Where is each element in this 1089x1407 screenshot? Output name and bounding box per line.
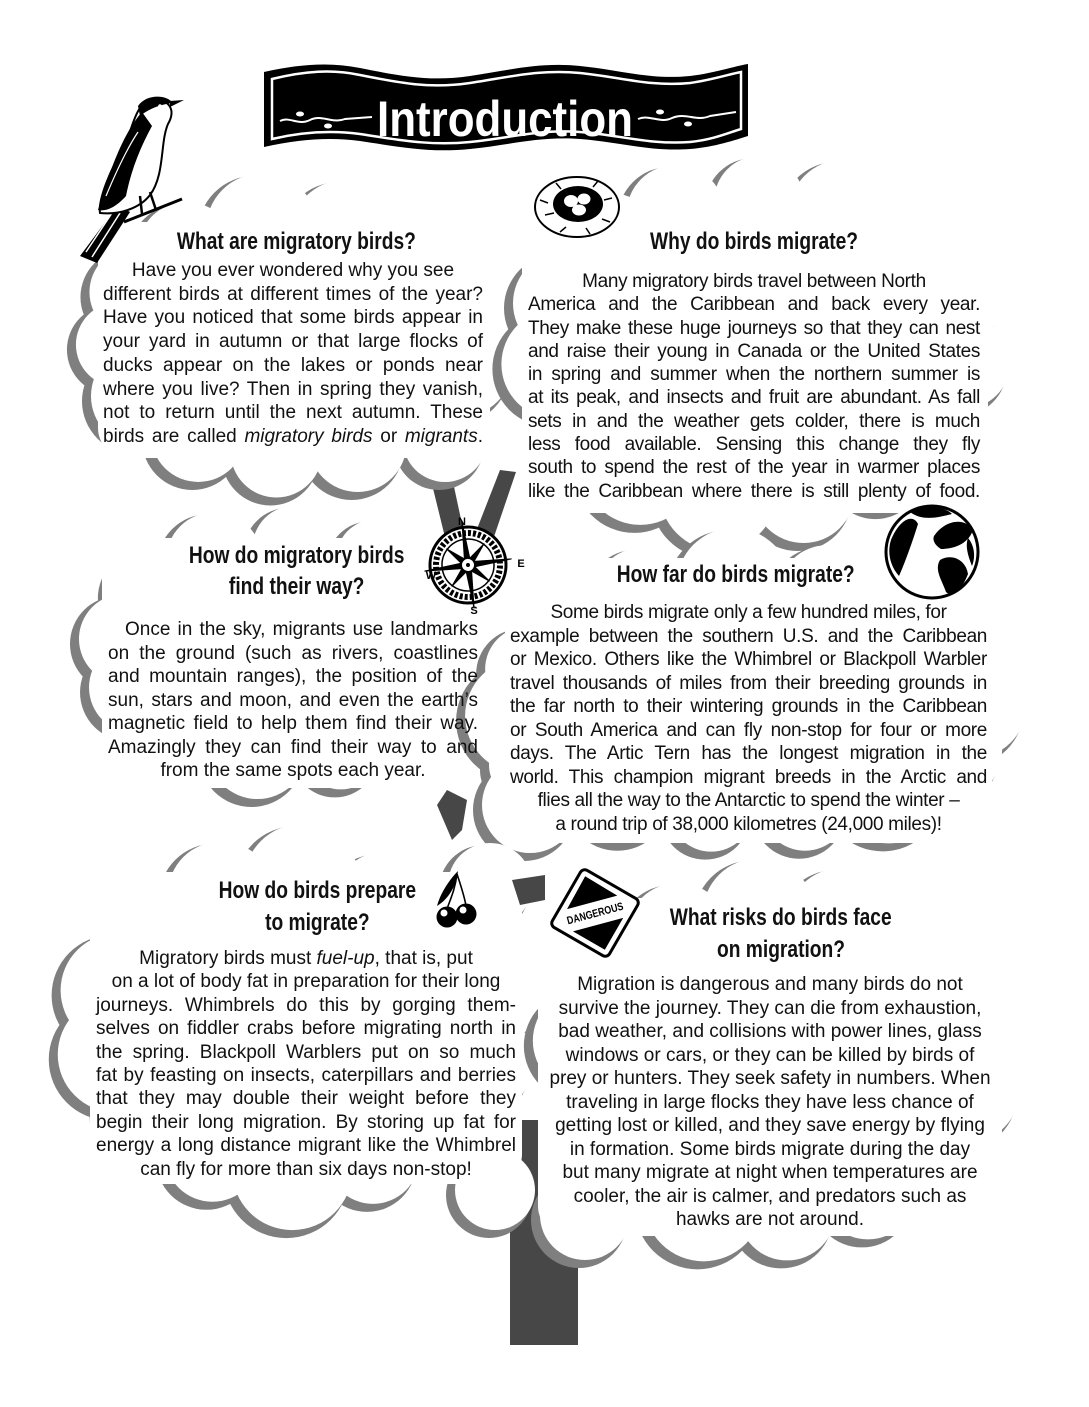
- heading-line: [117, 875, 517, 907]
- body-line: magnetic field to help them find their way.: [108, 713, 478, 734]
- body-line: energy a long distance migrant like the Whimbrel: [96, 1135, 516, 1157]
- text-run: birds are called: [103, 425, 245, 447]
- body-line: Some birds migrate only a few hundred miles, for: [550, 602, 947, 623]
- body-line: can fly for more than six days non-stop!: [140, 1158, 472, 1180]
- body-line: not to return until the next autumn. These: [103, 402, 483, 424]
- body-line: selves on fiddler crabs before migrating north in: [96, 1018, 516, 1040]
- section-body-what-are-migratory-birds: [103, 259, 483, 449]
- text-run: or: [372, 425, 405, 447]
- body-line: Amazingly they can find their way to and: [108, 736, 478, 758]
- body-line: days. The Artic Tern has the longest migration in the: [510, 743, 987, 765]
- heading-text: How far do birds migrate?: [617, 561, 855, 588]
- heading-how-far-do-birds-migrate: [536, 559, 936, 591]
- body-line: fat by feasting on insects, caterpillars and berries: [96, 1065, 516, 1087]
- body-line: from the same spots each year.: [160, 760, 426, 781]
- body-line: the far north to their wintering grounds in the Caribbean: [510, 696, 987, 718]
- body-line: begin their long migration. By storing up fat for: [96, 1111, 516, 1133]
- body-line: traveling in large flocks they have less chance of: [566, 1091, 974, 1113]
- body-line: America and the Caribbean and back every year.: [528, 294, 980, 316]
- body-line: like the Caribbean where there is still plenty of food.: [528, 480, 980, 502]
- danger-sign-text: DANGEROUS: [565, 897, 638, 928]
- heading-text: on migration?: [716, 936, 845, 963]
- tree-branch-middle: [437, 790, 467, 840]
- body-line: in formation. Some birds migrate during the day: [569, 1138, 971, 1160]
- banner-leaf-icon: [656, 110, 664, 115]
- body-line: Once in the sky, migrants use landmarks: [125, 619, 478, 640]
- heading-line: [97, 571, 497, 602]
- compass-label-east: E: [517, 558, 525, 570]
- heading-text: What risks do birds face: [670, 904, 892, 931]
- body-line: [103, 425, 483, 449]
- heading-why-do-birds-migrate: [554, 226, 954, 258]
- heading-line: [96, 226, 496, 258]
- body-line: a round trip of 38,000 kilometres (24,000 miles)!: [555, 813, 942, 835]
- body-line: travel thousands of miles from their breeding grounds in: [510, 672, 987, 694]
- italic-term: fuel-up: [316, 948, 375, 969]
- heading-line: [97, 540, 497, 571]
- body-line: Have you ever wondered why you see: [131, 260, 455, 281]
- section-body-how-do-birds-prepare-to-migrate: [96, 947, 516, 1181]
- heading-text: How do migratory birds: [189, 542, 405, 569]
- italic-term: migratory birds: [244, 425, 373, 447]
- body-line: or Mexico. Others like the Whimbrel or Blackpoll Warbler: [510, 649, 987, 671]
- body-line: but many migrate at night when temperatures are: [562, 1162, 978, 1183]
- body-line: the spring. Blackpoll Warblers put on so much: [96, 1041, 516, 1063]
- italic-term: migrants: [404, 425, 478, 447]
- body-line: world. This champion migrant breeds in the Arctic and: [510, 766, 987, 788]
- body-line: your yard in autumn or that large flocks of: [103, 331, 483, 353]
- body-line: less food available. Sensing this change they fly: [528, 434, 980, 456]
- banner-leaf-icon: [684, 122, 692, 127]
- body-line: sun, stars and moon, and even the earth’s: [108, 689, 478, 711]
- section-body-how-do-migratory-birds-find-their-way: [108, 618, 478, 783]
- heading-how-do-birds-prepare-to-migrate: [117, 875, 517, 939]
- section-body-how-far-do-birds-migrate: [510, 601, 987, 836]
- body-line: different birds at different times of the year?: [103, 283, 483, 305]
- heading-line: [581, 934, 981, 966]
- body-line: [96, 947, 516, 970]
- body-line: Many migratory birds travel between North: [582, 271, 926, 292]
- page-title: Introduction: [377, 91, 633, 147]
- body-line: that they may double their weight before they: [96, 1088, 516, 1110]
- body-line: at its peak, and insects and fruit are abundant. As fall: [528, 387, 980, 409]
- heading-how-do-migratory-birds-find-their-way: [97, 540, 497, 602]
- body-line: flies all the way to the Antarctic to spend the winter –: [537, 790, 960, 812]
- body-line: ducks appear on the lakes or ponds near: [103, 354, 483, 376]
- text-run: .: [477, 425, 483, 447]
- body-line: hawks are not around.: [675, 1209, 864, 1230]
- heading-line: [536, 559, 936, 591]
- heading-what-are-migratory-birds: [96, 226, 496, 258]
- heading-line: [117, 907, 517, 939]
- body-line: Have you noticed that some birds appear in: [103, 307, 483, 329]
- body-line: They make these huge journeys so that they can nest: [528, 317, 980, 339]
- body-line: where you live? Then in spring they vanish,: [103, 378, 483, 400]
- body-line: or South America and can fly non-stop for four or more: [510, 719, 987, 741]
- body-line: survive the journey. They can die from exhaustion,: [558, 997, 982, 1019]
- heading-text: What are migratory birds?: [176, 228, 416, 255]
- compass-label-west: W: [425, 570, 437, 582]
- body-line: cooler, the air is calmer, and predators such as: [573, 1185, 967, 1207]
- body-line: example between the southern U.S. and the Caribbean: [510, 625, 987, 647]
- banner-leaf-icon: [296, 112, 304, 117]
- heading-what-risks-do-birds-face: [581, 902, 981, 966]
- compass-label-south: S: [470, 605, 478, 617]
- body-line: on a lot of body fat in preparation for their long: [111, 971, 501, 993]
- body-line: prey or hunters. They seek safety in numbers. When: [549, 1068, 991, 1089]
- heading-text: to migrate?: [264, 909, 370, 936]
- heading-text: find their way?: [229, 573, 365, 600]
- body-line: in spring and summer when the northern summer is: [528, 364, 980, 386]
- body-line: windows or cars, or they can be killed by birds of: [565, 1044, 975, 1066]
- body-line: bad weather, and collisions with power lines, glass: [558, 1021, 982, 1042]
- body-line: sets in and the weather gets colder, there is much: [528, 410, 980, 432]
- text-run: Migratory birds must: [139, 948, 317, 969]
- body-line: and mountain ranges), the position of the: [108, 666, 478, 687]
- compass-label-north: N: [458, 516, 466, 528]
- body-line: south to spend the rest of the year in warmer places: [528, 457, 980, 479]
- heading-line: [581, 902, 981, 934]
- body-line: Migration is dangerous and many birds do not: [577, 974, 963, 995]
- body-line: getting lost or killed, and they save energy by flying: [555, 1115, 985, 1136]
- text-run: , that is, put: [374, 948, 473, 969]
- title-banner: [264, 64, 748, 150]
- body-line: and raise their young in Canada or the United States: [528, 340, 980, 362]
- section-body-why-do-birds-migrate: [528, 270, 980, 503]
- heading-text: Why do birds migrate?: [649, 228, 858, 255]
- body-line: on the ground (such as rivers, coastlines: [108, 642, 478, 664]
- heading-line: [554, 226, 954, 258]
- banner-leaf-icon: [324, 124, 332, 129]
- body-line: journeys. Whimbrels do this by gorging them-: [96, 994, 516, 1016]
- section-body-what-risks-do-birds-face: [543, 973, 997, 1232]
- heading-text: How do birds prepare: [218, 877, 416, 904]
